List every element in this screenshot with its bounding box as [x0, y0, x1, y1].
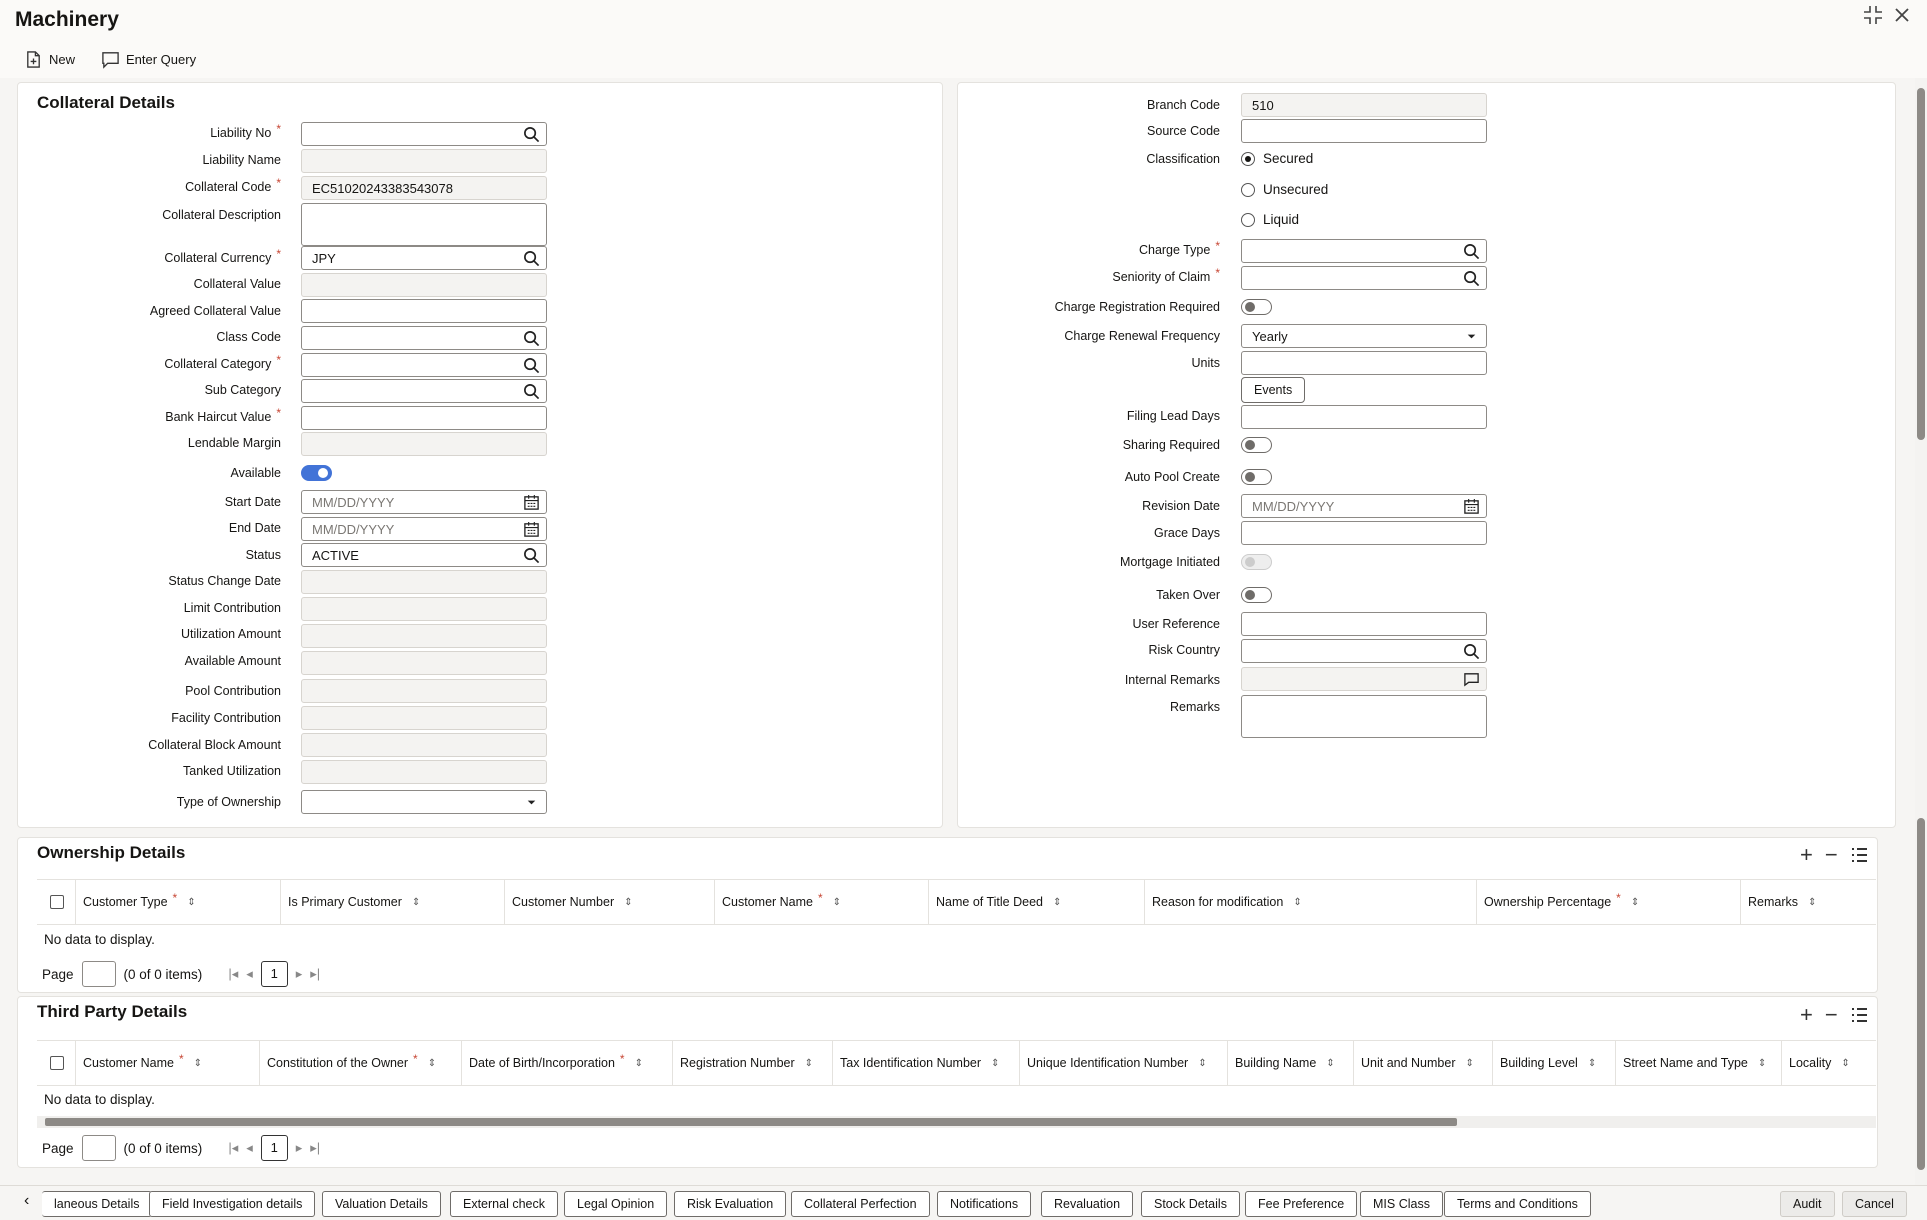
- mortgage-initiated-toggle: [1241, 554, 1272, 570]
- status-label: Status: [245, 548, 281, 562]
- page-input[interactable]: [82, 961, 116, 987]
- available-toggle[interactable]: [301, 465, 332, 481]
- chevron-down-icon: [523, 794, 540, 811]
- collateral-description-textarea[interactable]: [301, 203, 547, 246]
- third-party-pager: [42, 1135, 320, 1161]
- column-header[interactable]: Locality ⇕: [1781, 1041, 1876, 1085]
- status-input[interactable]: ACTIVE: [301, 543, 547, 567]
- classification-label: Classification: [1146, 152, 1220, 166]
- sort-icon: ⇕: [1630, 896, 1640, 908]
- prev-page-icon[interactable]: ◂: [246, 966, 253, 981]
- pool-contribution-label: Pool Contribution: [185, 684, 281, 698]
- sort-icon: ⇕: [187, 896, 196, 908]
- window-title: Machinery: [15, 8, 119, 31]
- tab-fee-preference[interactable]: Fee Preference: [1245, 1191, 1357, 1217]
- revision-date-input[interactable]: MM/DD/YYYY: [1241, 494, 1487, 518]
- liability-no-input[interactable]: [301, 122, 547, 146]
- toolbar: [0, 42, 1927, 78]
- calendar-icon[interactable]: [523, 494, 540, 511]
- first-page-icon[interactable]: |◂: [228, 1140, 239, 1155]
- third-party-details-title: Third Party Details: [37, 1002, 188, 1021]
- seniority-of-claim-label: Seniority of Claim *: [1112, 266, 1220, 284]
- sort-icon: ⇕: [193, 1057, 203, 1069]
- tab-miscellaneous-details[interactable]: laneous Details: [42, 1191, 152, 1217]
- sort-icon: ⇕: [634, 1057, 643, 1069]
- source-code-label: Source Code: [1147, 124, 1220, 138]
- pool-contribution-field: [301, 679, 547, 703]
- column-header[interactable]: Street Name and Type ⇕: [1615, 1041, 1781, 1085]
- user-reference-label: User Reference: [1132, 617, 1220, 631]
- end-date-label: End Date: [228, 521, 281, 535]
- sort-icon: ⇕: [1053, 896, 1062, 908]
- tab-stock-details[interactable]: Stock Details: [1141, 1191, 1240, 1217]
- search-icon[interactable]: [1463, 243, 1480, 260]
- search-icon[interactable]: [523, 250, 540, 267]
- search-icon[interactable]: [523, 547, 540, 564]
- calendar-icon[interactable]: [1463, 498, 1480, 515]
- class-code-label: Class Code: [216, 330, 281, 344]
- list-view-icon[interactable]: [1850, 842, 1868, 870]
- ownership-grid-header: [37, 879, 1876, 925]
- sort-icon: ⇕: [624, 896, 633, 908]
- start-date-input[interactable]: MM/DD/YYYY: [301, 490, 547, 514]
- sort-icon: ⇕: [1757, 1057, 1767, 1069]
- collateral-category-label: Collateral Category *: [164, 353, 281, 371]
- scroll-left-icon[interactable]: ‹: [24, 1192, 30, 1209]
- branch-code-label: Branch Code: [1147, 98, 1220, 112]
- remove-row-icon[interactable]: −: [1824, 1002, 1838, 1027]
- column-header[interactable]: Building Name ⇕: [1227, 1041, 1353, 1085]
- internal-remarks-field: [1241, 667, 1487, 691]
- sort-icon: ⇕: [1465, 1057, 1474, 1069]
- taken-over-label: Taken Over: [1156, 588, 1220, 602]
- items-count: (0 of 0 items): [123, 966, 203, 982]
- next-page-icon[interactable]: ▸: [295, 966, 303, 981]
- charge-type-label: Charge Type *: [1138, 239, 1220, 257]
- lendable-margin-label: Lendable Margin: [187, 436, 281, 450]
- audit-button[interactable]: Audit: [1780, 1191, 1835, 1217]
- sub-category-label: Sub Category: [204, 383, 281, 397]
- status-change-date-label: Status Change Date: [168, 574, 281, 588]
- sharing-required-toggle[interactable]: [1241, 437, 1272, 453]
- search-icon[interactable]: [523, 330, 540, 347]
- ownership-no-data: No data to display.: [44, 932, 155, 947]
- ownership-grid-actions: [1800, 842, 1868, 870]
- column-header[interactable]: Registration Number ⇕: [672, 1041, 832, 1085]
- collateral-description-label: Collateral Description: [162, 208, 281, 222]
- third-party-grid-header: [37, 1040, 1876, 1086]
- tab-mis-class[interactable]: MIS Class: [1360, 1191, 1443, 1217]
- sort-icon: ⇕: [1326, 1057, 1335, 1069]
- page-label: Page: [42, 966, 74, 982]
- units-input[interactable]: [1241, 351, 1487, 375]
- user-reference-input[interactable]: [1241, 612, 1487, 636]
- third-party-no-data: No data to display.: [44, 1092, 155, 1107]
- tab-revaluation[interactable]: Revaluation: [1041, 1191, 1133, 1217]
- status-change-date-field: [301, 570, 547, 594]
- column-header[interactable]: Customer Number ⇕: [504, 880, 714, 924]
- charge-registration-required-label: Charge Registration Required: [1054, 300, 1220, 314]
- third-party-grid-actions: [1800, 1002, 1868, 1030]
- new-label: New: [49, 52, 76, 67]
- source-code-input[interactable]: [1241, 119, 1487, 143]
- query-icon: [101, 50, 120, 69]
- scrollbar-thumb[interactable]: [45, 1118, 1457, 1126]
- tab-collateral-perfection[interactable]: Collateral Perfection: [791, 1191, 930, 1217]
- search-icon[interactable]: [523, 357, 540, 374]
- add-row-icon[interactable]: +: [1800, 842, 1813, 867]
- utilization-amount-label: Utilization Amount: [180, 627, 281, 641]
- items-count: (0 of 0 items): [123, 1140, 203, 1156]
- auto-pool-create-toggle[interactable]: [1241, 469, 1272, 485]
- remove-row-icon[interactable]: −: [1824, 842, 1838, 867]
- last-page-icon[interactable]: ▸|: [310, 1140, 321, 1155]
- column-header[interactable]: Unit and Number ⇕: [1353, 1041, 1492, 1085]
- search-icon[interactable]: [1463, 270, 1480, 287]
- agreed-collateral-value-label: Agreed Collateral Value: [149, 304, 281, 318]
- filing-lead-days-input[interactable]: [1241, 405, 1487, 429]
- facility-contribution-field: [301, 706, 547, 730]
- lendable-margin-field: [301, 432, 547, 456]
- taken-over-toggle[interactable]: [1241, 587, 1272, 603]
- list-view-icon[interactable]: [1850, 1002, 1868, 1030]
- page-input[interactable]: [82, 1135, 116, 1161]
- vertical-scrollbar[interactable]: [1915, 78, 1927, 1185]
- sort-icon: ⇕: [1293, 896, 1302, 908]
- collateral-currency-label: Collateral Currency *: [164, 247, 281, 265]
- tab-legal-opinion[interactable]: Legal Opinion: [564, 1191, 667, 1217]
- charge-type-input[interactable]: [1241, 239, 1487, 263]
- current-page[interactable]: 1: [261, 961, 288, 987]
- collateral-details-title: Collateral Details: [37, 93, 175, 112]
- tab-risk-evaluation[interactable]: Risk Evaluation: [674, 1191, 786, 1217]
- bottom-tab-bar: [0, 1185, 1927, 1220]
- enter-query-label: Enter Query: [126, 52, 197, 67]
- collateral-code-label: Collateral Code *: [185, 176, 281, 194]
- charge-renewal-frequency-select[interactable]: Yearly: [1241, 324, 1487, 348]
- horizontal-scrollbar[interactable]: [37, 1116, 1876, 1128]
- column-header[interactable]: Name of Title Deed ⇕: [928, 880, 1144, 924]
- ownership-pager: [42, 961, 320, 987]
- collateral-value-label: Collateral Value: [193, 277, 281, 291]
- scrollbar-thumb-bottom[interactable]: [1917, 818, 1925, 1170]
- sort-icon: ⇕: [991, 1057, 1000, 1069]
- column-header[interactable]: Remarks ⇕: [1740, 880, 1876, 924]
- sort-icon: ⇕: [411, 896, 421, 908]
- sort-icon: ⇕: [1808, 896, 1817, 908]
- collateral-value-field: [301, 273, 547, 297]
- limit-contribution-field: [301, 597, 547, 621]
- tab-field-investigation-details[interactable]: Field Investigation details: [149, 1191, 315, 1217]
- collateral-block-amount-field: [301, 733, 547, 757]
- calendar-icon[interactable]: [523, 521, 540, 538]
- remarks-textarea[interactable]: [1241, 695, 1487, 738]
- collateral-code-field: EC51020243383543078: [301, 176, 547, 200]
- sort-icon: ⇕: [427, 1057, 437, 1069]
- risk-country-label: Risk Country: [1148, 643, 1220, 657]
- remarks-label: Remarks: [1169, 700, 1220, 714]
- events-button[interactable]: Events: [1241, 377, 1305, 403]
- add-row-icon[interactable]: +: [1800, 1002, 1813, 1027]
- sub-category-input[interactable]: [301, 379, 547, 403]
- new-document-icon: [24, 50, 43, 69]
- search-icon[interactable]: [1463, 643, 1480, 660]
- last-page-icon[interactable]: ▸|: [310, 966, 321, 981]
- collateral-currency-input[interactable]: JPY: [301, 246, 547, 270]
- liability-name-field: [301, 149, 547, 173]
- collapse-icon[interactable]: [1862, 4, 1884, 32]
- select-all-checkbox[interactable]: [50, 1056, 64, 1070]
- sort-icon: ⇕: [1198, 1057, 1207, 1069]
- agreed-collateral-value-input[interactable]: [301, 299, 547, 323]
- charge-registration-required-toggle[interactable]: [1241, 299, 1272, 315]
- risk-country-input[interactable]: [1241, 639, 1487, 663]
- column-header[interactable]: Customer Name * ⇕: [75, 1041, 259, 1085]
- mortgage-initiated-label: Mortgage Initiated: [1119, 555, 1220, 569]
- cancel-button[interactable]: Cancel: [1842, 1191, 1907, 1217]
- title-bar: [0, 0, 1927, 42]
- liability-no-label: Liability No *: [210, 122, 281, 140]
- collateral-category-input[interactable]: [301, 353, 547, 377]
- column-header[interactable]: Date of Birth/Incorporation * ⇕: [461, 1041, 672, 1085]
- seniority-of-claim-input[interactable]: [1241, 266, 1487, 290]
- utilization-amount-field: [301, 624, 547, 648]
- column-header[interactable]: Building Level ⇕: [1492, 1041, 1615, 1085]
- column-header[interactable]: Unique Identification Number ⇕: [1019, 1041, 1227, 1085]
- tanked-utilization-field: [301, 760, 547, 784]
- column-header[interactable]: Constitution of the Owner * ⇕: [259, 1041, 461, 1085]
- column-header[interactable]: Tax Identification Number ⇕: [832, 1041, 1019, 1085]
- bank-haircut-value-input[interactable]: [301, 406, 547, 430]
- tab-terms-and-conditions[interactable]: Terms and Conditions: [1444, 1191, 1591, 1217]
- filing-lead-days-label: Filing Lead Days: [1126, 409, 1220, 423]
- start-date-label: Start Date: [224, 495, 281, 509]
- end-date-input[interactable]: MM/DD/YYYY: [301, 517, 547, 541]
- units-label: Units: [1191, 356, 1220, 370]
- sort-icon: ⇕: [804, 1057, 814, 1069]
- prev-page-icon[interactable]: ◂: [246, 1140, 253, 1155]
- grace-days-input[interactable]: [1241, 521, 1487, 545]
- sort-icon: ⇕: [832, 896, 842, 908]
- scrollbar-thumb-top[interactable]: [1917, 88, 1925, 440]
- branch-code-field: 510: [1241, 93, 1487, 117]
- available-amount-label: Available Amount: [184, 654, 281, 668]
- facility-contribution-label: Facility Contribution: [171, 711, 281, 725]
- column-header[interactable]: Is Primary Customer ⇕: [280, 880, 504, 924]
- internal-remarks-label: Internal Remarks: [1124, 673, 1220, 687]
- comment-icon[interactable]: [1463, 671, 1480, 688]
- bank-haircut-value-label: Bank Haircut Value *: [165, 406, 281, 424]
- column-header[interactable]: Reason for modification ⇕: [1144, 880, 1476, 924]
- new-button[interactable]: [24, 50, 75, 69]
- column-header[interactable]: Customer Type * ⇕: [75, 880, 280, 924]
- current-page[interactable]: 1: [261, 1135, 288, 1161]
- classification-liquid-radio[interactable]: Liquid: [1241, 212, 1299, 227]
- enter-query-button[interactable]: [101, 50, 196, 69]
- first-page-icon[interactable]: |◂: [228, 966, 239, 981]
- tab-valuation-details[interactable]: Valuation Details: [322, 1191, 441, 1217]
- revision-date-label: Revision Date: [1142, 499, 1220, 513]
- column-header[interactable]: Customer Name * ⇕: [714, 880, 928, 924]
- ownership-details-title: Ownership Details: [37, 843, 186, 862]
- tab-notifications[interactable]: Notifications: [937, 1191, 1031, 1217]
- tanked-utilization-label: Tanked Utilization: [183, 764, 281, 778]
- tab-external-check[interactable]: External check: [450, 1191, 558, 1217]
- classification-secured-radio[interactable]: Secured: [1241, 151, 1313, 166]
- collateral-block-amount-label: Collateral Block Amount: [148, 738, 281, 752]
- next-page-icon[interactable]: ▸: [295, 1140, 303, 1155]
- classification-unsecured-radio[interactable]: Unsecured: [1241, 182, 1328, 197]
- sort-icon: ⇕: [1587, 1057, 1597, 1069]
- type-of-ownership-select[interactable]: [301, 790, 547, 814]
- grace-days-label: Grace Days: [1154, 526, 1220, 540]
- chevron-down-icon: [1463, 328, 1480, 345]
- page-label: Page: [42, 1140, 74, 1156]
- column-header[interactable]: Ownership Percentage * ⇕: [1476, 880, 1740, 924]
- available-label: Available: [230, 466, 281, 480]
- auto-pool-create-label: Auto Pool Create: [1124, 470, 1220, 484]
- limit-contribution-label: Limit Contribution: [183, 601, 281, 615]
- class-code-input[interactable]: [301, 326, 547, 350]
- search-icon[interactable]: [523, 383, 540, 400]
- charge-renewal-frequency-label: Charge Renewal Frequency: [1064, 329, 1220, 343]
- search-icon[interactable]: [523, 126, 540, 143]
- close-icon[interactable]: [1891, 4, 1913, 32]
- liability-name-label: Liability Name: [202, 153, 281, 167]
- sharing-required-label: Sharing Required: [1122, 438, 1220, 452]
- select-all-checkbox[interactable]: [50, 895, 64, 909]
- sort-icon: ⇕: [1841, 1057, 1850, 1069]
- type-of-ownership-label: Type of Ownership: [176, 795, 281, 809]
- available-amount-field: [301, 651, 547, 675]
